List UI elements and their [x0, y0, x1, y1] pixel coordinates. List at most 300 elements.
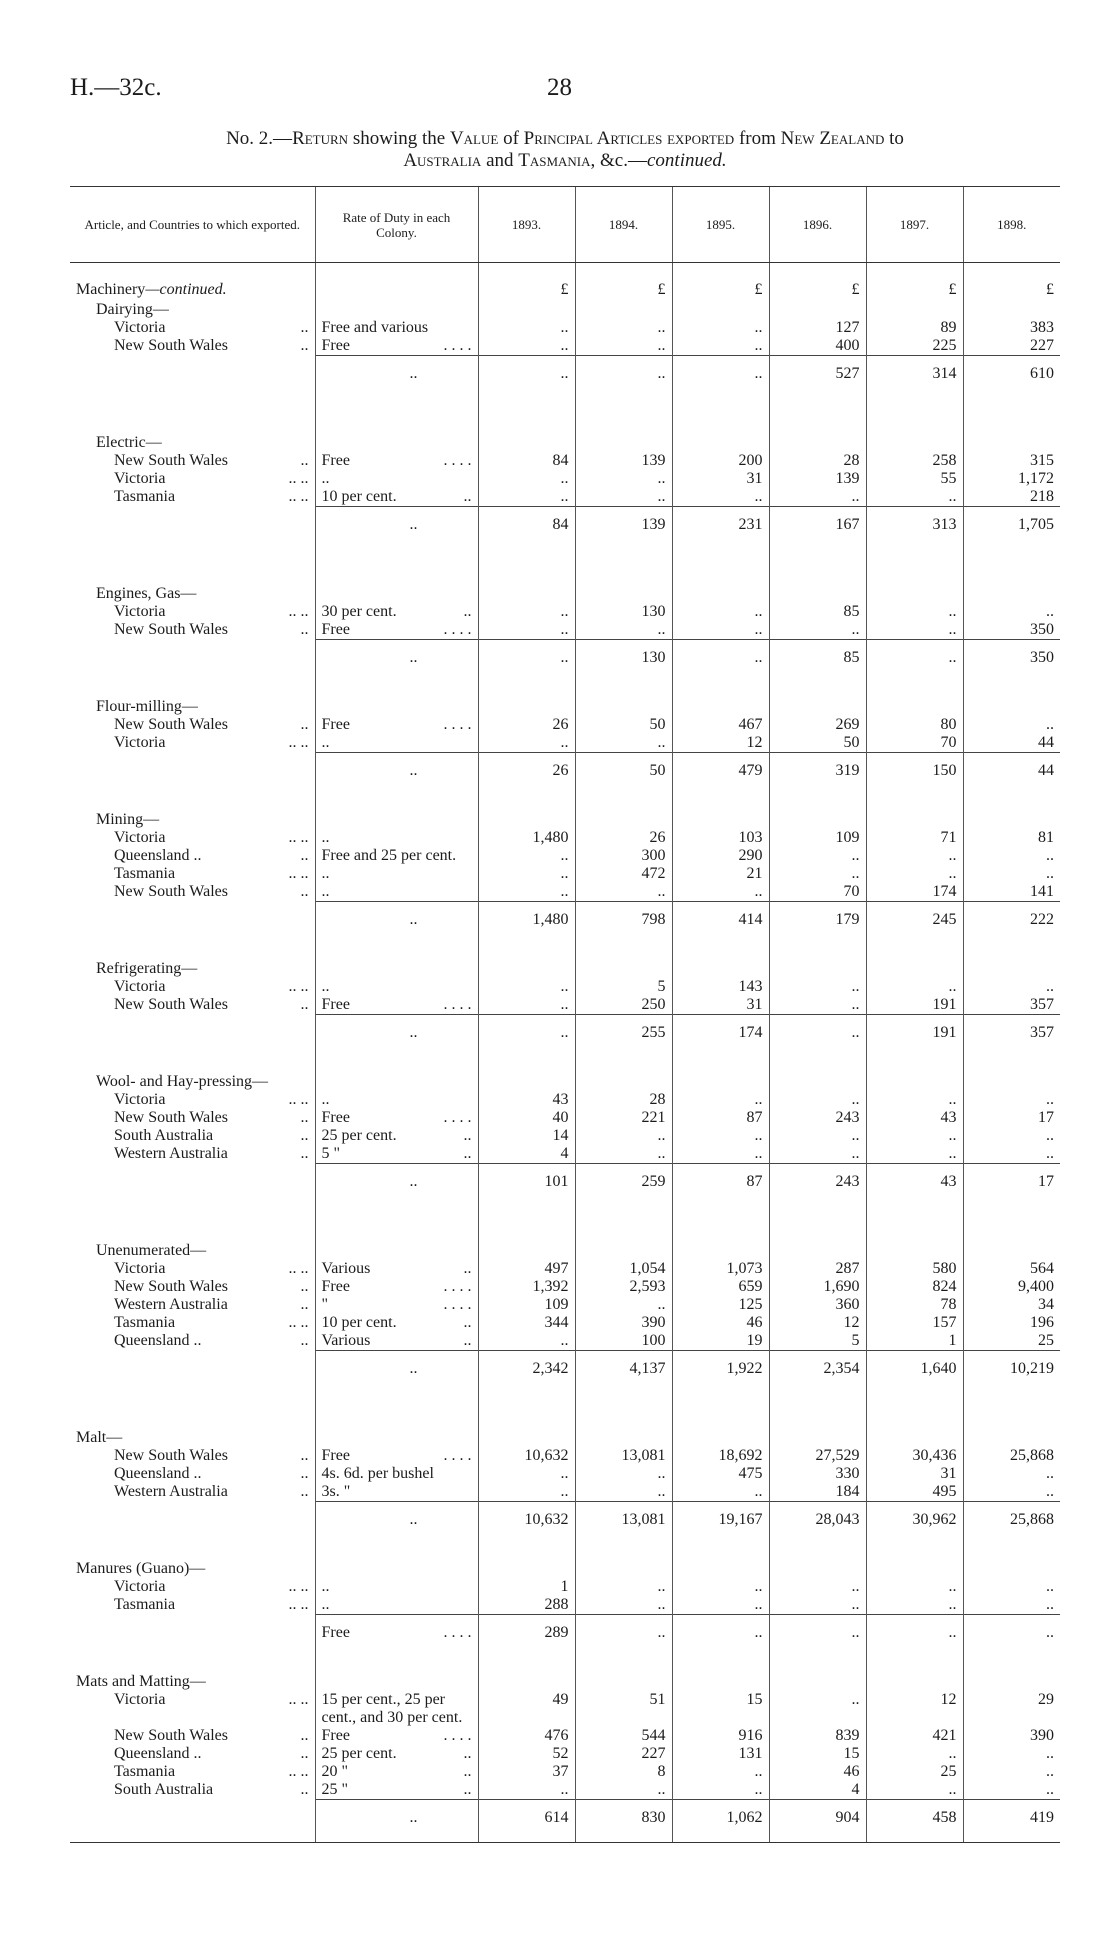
value-cell: .. — [672, 603, 769, 621]
country-cell — [70, 621, 315, 640]
value-cell: 70 — [866, 734, 963, 753]
units-row — [70, 263, 1060, 300]
spacer-cell — [672, 543, 769, 583]
rate-text: 4s. 6d. per bushel — [321, 1465, 434, 1482]
rate-entry — [322, 1465, 472, 1483]
total-value: 1,922 — [672, 1351, 769, 1388]
title-showing: showing the — [348, 128, 450, 149]
leader-dots: .. .. — [288, 1578, 309, 1595]
leader-dots: .. .. — [288, 1091, 309, 1108]
country-entry — [76, 1332, 309, 1350]
value-cell: .. — [672, 1127, 769, 1145]
value-cell: .. — [866, 1145, 963, 1164]
value-cell: .. — [769, 1145, 866, 1164]
country-entry — [76, 621, 309, 639]
title-return: Return — [292, 128, 349, 149]
spacer-cell — [769, 392, 866, 432]
country-cell — [70, 319, 315, 337]
value-cell: 12 — [672, 734, 769, 753]
empty-cell — [315, 1240, 478, 1260]
empty-cell — [478, 1427, 575, 1447]
value-cell: 31 — [672, 996, 769, 1015]
rate-text: .. — [321, 470, 330, 487]
country-name: Western Australia — [114, 1483, 228, 1500]
value-cell: 5 — [769, 1332, 866, 1351]
leader-dots: .. — [300, 1745, 309, 1762]
total-value: 19,167 — [672, 1502, 769, 1539]
value-cell: .. — [478, 883, 575, 902]
value-cell: .. — [575, 1578, 672, 1596]
value-cell: 580 — [866, 1260, 963, 1278]
value-cell: .. — [672, 621, 769, 640]
spacer-cell — [478, 938, 575, 958]
leader-dots: .. .. — [288, 829, 309, 846]
value-cell: 200 — [672, 452, 769, 470]
group-label-cell — [70, 958, 315, 978]
value-cell: 31 — [672, 470, 769, 488]
value-cell: .. — [866, 488, 963, 507]
table-row — [70, 1465, 1060, 1483]
value-cell: .. — [672, 883, 769, 902]
value-cell: 288 — [478, 1596, 575, 1615]
table-row — [70, 1483, 1060, 1502]
rate-text: .. — [321, 978, 330, 995]
total-rate-entry — [322, 762, 472, 780]
country-cell — [70, 1296, 315, 1314]
country-cell — [70, 716, 315, 734]
value-cell: 218 — [963, 488, 1060, 507]
total-value: 179 — [769, 902, 866, 939]
empty-cell — [672, 1671, 769, 1691]
value-cell: 25 — [963, 1332, 1060, 1351]
rate-dots: . . . . — [443, 1278, 472, 1295]
value-cell: .. — [478, 337, 575, 356]
value-cell: 4 — [478, 1145, 575, 1164]
rate-text: Free — [321, 621, 350, 638]
spacer-row — [70, 392, 1060, 432]
spacer-cell — [70, 1387, 315, 1427]
units-symbol: £ — [672, 263, 769, 300]
empty-cell — [672, 1071, 769, 1091]
rate-cell — [315, 996, 478, 1015]
group-label: Electric— — [96, 434, 162, 451]
country-entry — [76, 337, 309, 355]
value-cell: 1 — [866, 1332, 963, 1351]
leader-dots: .. .. — [288, 734, 309, 751]
total-rate-text: Free — [321, 1624, 350, 1641]
rate-entry — [322, 865, 472, 883]
empty-cell — [315, 299, 478, 319]
country-name: Queensland .. — [114, 1332, 202, 1349]
value-cell: 300 — [575, 847, 672, 865]
value-cell: 28 — [769, 452, 866, 470]
spacer-cell — [575, 1200, 672, 1240]
value-cell: .. — [866, 1127, 963, 1145]
empty-cell — [575, 432, 672, 452]
total-rate-cell — [315, 902, 478, 939]
country-name: Tasmania — [114, 1763, 176, 1780]
spacer-cell — [963, 1538, 1060, 1558]
country-name: New South Wales — [114, 996, 228, 1013]
total-value: 614 — [478, 1800, 575, 1837]
rate-entry — [322, 996, 472, 1014]
value-cell: 227 — [575, 1745, 672, 1763]
empty-cell — [866, 696, 963, 716]
value-cell: .. — [478, 1332, 575, 1351]
rate-dots — [468, 1691, 472, 1727]
country-entry — [76, 1109, 309, 1127]
value-cell: 19 — [672, 1332, 769, 1351]
value-cell: 100 — [575, 1332, 672, 1351]
country-cell — [70, 829, 315, 847]
value-cell: 25 — [866, 1763, 963, 1781]
units-symbol: £ — [963, 263, 1060, 300]
total-rate-cell — [315, 1164, 478, 1201]
value-cell: .. — [672, 1145, 769, 1164]
rate-cell — [315, 621, 478, 640]
country-entry — [76, 1145, 309, 1163]
country-name: South Australia — [114, 1127, 214, 1144]
country-name: New South Wales — [114, 1278, 228, 1295]
country-cell — [70, 996, 315, 1015]
spacer-cell — [70, 938, 315, 958]
empty-cell — [315, 432, 478, 452]
spacer-cell — [70, 1538, 315, 1558]
rate-text: .. — [321, 1596, 330, 1613]
total-row — [70, 640, 1060, 677]
country-cell — [70, 1314, 315, 1332]
rate-text: 20 " — [321, 1763, 349, 1780]
country-entry — [76, 734, 309, 752]
total-rate-entry — [322, 1511, 472, 1529]
country-entry — [76, 996, 309, 1014]
rate-entry — [322, 1296, 472, 1314]
country-cell — [70, 1465, 315, 1483]
leader-dots: .. — [300, 996, 309, 1013]
leader-dots: .. .. — [288, 1763, 309, 1780]
total-rate-text: .. — [409, 911, 418, 928]
leader-dots: .. — [300, 1278, 309, 1295]
country-name: New South Wales — [114, 621, 228, 638]
rate-cell — [315, 1109, 478, 1127]
value-cell: 497 — [478, 1260, 575, 1278]
total-rate-dots — [468, 762, 472, 780]
value-cell: 143 — [672, 978, 769, 996]
spacer-cell — [315, 676, 478, 696]
rate-cell — [315, 1127, 478, 1145]
total-rate-cell — [315, 1351, 478, 1388]
country-entry — [76, 1447, 309, 1465]
total-blank — [70, 356, 315, 393]
rate-entry — [322, 1332, 472, 1350]
total-value: 150 — [866, 753, 963, 790]
spacer-cell — [478, 789, 575, 809]
rate-cell — [315, 319, 478, 337]
country-entry — [76, 865, 309, 883]
value-cell: .. — [866, 865, 963, 883]
table-row — [70, 996, 1060, 1015]
value-cell: .. — [769, 1596, 866, 1615]
value-cell: .. — [672, 1763, 769, 1781]
total-rate-cell — [315, 1502, 478, 1539]
empty-cell — [575, 1427, 672, 1447]
group-label-cell — [70, 1671, 315, 1691]
spacer-cell — [315, 392, 478, 432]
total-rate-dots — [468, 1511, 472, 1529]
total-value: 10,219 — [963, 1351, 1060, 1388]
total-value: 414 — [672, 902, 769, 939]
rate-cell — [315, 978, 478, 996]
header-1893: 1893. — [478, 187, 575, 263]
value-cell: .. — [478, 1781, 575, 1800]
total-row — [70, 1502, 1060, 1539]
empty-cell — [575, 696, 672, 716]
total-value: 191 — [866, 1015, 963, 1052]
value-cell: .. — [478, 1465, 575, 1483]
empty-cell — [478, 583, 575, 603]
country-cell — [70, 1691, 315, 1727]
value-cell: 476 — [478, 1727, 575, 1745]
rate-entry — [322, 1091, 472, 1109]
empty-cell — [478, 696, 575, 716]
value-cell: 44 — [963, 734, 1060, 753]
rate-entry — [322, 1314, 472, 1332]
country-cell — [70, 734, 315, 753]
spacer-cell — [575, 938, 672, 958]
value-cell: 80 — [866, 716, 963, 734]
spacer-cell — [315, 789, 478, 809]
spacer-row — [70, 1387, 1060, 1427]
spacer-cell — [478, 543, 575, 583]
value-cell: 1,054 — [575, 1260, 672, 1278]
spacer-cell — [315, 1538, 478, 1558]
total-value: 357 — [963, 1015, 1060, 1052]
country-cell — [70, 1145, 315, 1164]
rate-entry — [322, 1578, 472, 1596]
value-cell: 43 — [478, 1091, 575, 1109]
value-cell: 659 — [672, 1278, 769, 1296]
rate-dots — [468, 1578, 472, 1596]
value-cell: 243 — [769, 1109, 866, 1127]
title-tasmania: Tasmania — [518, 150, 591, 171]
value-cell: .. — [963, 865, 1060, 883]
rate-text: Various — [321, 1332, 371, 1349]
table-row — [70, 1691, 1060, 1727]
rate-dots — [468, 1596, 472, 1614]
value-cell: 13,081 — [575, 1447, 672, 1465]
value-cell: 360 — [769, 1296, 866, 1314]
country-entry — [76, 470, 309, 488]
value-cell: .. — [963, 1091, 1060, 1109]
value-cell: 40 — [478, 1109, 575, 1127]
rate-cell — [315, 603, 478, 621]
rate-cell — [315, 1578, 478, 1596]
value-cell: 495 — [866, 1483, 963, 1502]
empty-cell — [315, 1558, 478, 1578]
table-header-row — [70, 187, 1060, 263]
value-cell: .. — [478, 996, 575, 1015]
rate-text: .. — [321, 883, 330, 900]
total-value: 139 — [575, 507, 672, 544]
value-cell: .. — [478, 847, 575, 865]
table-row — [70, 1763, 1060, 1781]
rate-entry — [322, 470, 472, 488]
country-entry — [76, 1781, 309, 1799]
value-cell: 127 — [769, 319, 866, 337]
spacer-cell — [478, 1200, 575, 1240]
rate-dots — [468, 978, 472, 996]
rate-entry — [322, 1763, 472, 1781]
country-name: New South Wales — [114, 452, 228, 469]
empty-cell — [478, 958, 575, 978]
leader-dots: .. — [300, 1332, 309, 1349]
country-entry — [76, 1691, 309, 1709]
value-cell: .. — [672, 337, 769, 356]
spacer-cell — [575, 1387, 672, 1427]
table-body — [70, 263, 1060, 1843]
header-1897: 1897. — [866, 187, 963, 263]
spacer-row — [70, 938, 1060, 958]
machinery-label: Machinery — [76, 281, 146, 298]
empty-cell — [575, 958, 672, 978]
total-rate-cell — [315, 507, 478, 544]
group-label: Unenumerated— — [96, 1242, 207, 1259]
country-cell — [70, 452, 315, 470]
spacer-cell — [70, 392, 315, 432]
empty-cell — [769, 1427, 866, 1447]
rate-dots — [468, 1483, 472, 1501]
table-row — [70, 734, 1060, 753]
empty-cell — [315, 809, 478, 829]
value-cell: 467 — [672, 716, 769, 734]
value-cell: .. — [575, 470, 672, 488]
rate-entry — [322, 978, 472, 996]
country-name: Western Australia — [114, 1145, 228, 1162]
total-value: 610 — [963, 356, 1060, 393]
country-name: Victoria — [114, 1691, 166, 1708]
table-row — [70, 1278, 1060, 1296]
value-cell: .. — [575, 488, 672, 507]
country-cell — [70, 1578, 315, 1596]
rate-text: 10 per cent. — [321, 488, 397, 505]
value-cell: .. — [866, 621, 963, 640]
spacer-cell — [769, 676, 866, 696]
machinery-continued: —continued. — [145, 281, 227, 298]
rate-dots: .. — [463, 603, 472, 620]
rate-text: 25 per cent. — [321, 1745, 397, 1762]
group-label-row — [70, 299, 1060, 319]
header-article: Article, and Countries to which exported. — [70, 187, 315, 263]
rate-cell — [315, 1447, 478, 1465]
table-row — [70, 1727, 1060, 1745]
spacer-cell — [963, 789, 1060, 809]
leader-dots: .. — [300, 337, 309, 354]
spacer-cell — [963, 1836, 1060, 1842]
spacer-cell — [70, 543, 315, 583]
rate-dots — [468, 734, 472, 752]
rate-cell — [315, 1483, 478, 1502]
empty-cell — [315, 1671, 478, 1691]
country-entry — [76, 1296, 309, 1314]
table-row — [70, 716, 1060, 734]
total-rate-text: .. — [409, 762, 418, 779]
group-label: Mining— — [96, 811, 160, 828]
empty-cell — [575, 299, 672, 319]
rate-text: 10 per cent. — [321, 1314, 397, 1331]
spacer-cell — [478, 1651, 575, 1671]
value-cell: 25,868 — [963, 1447, 1060, 1465]
value-cell: 18,692 — [672, 1447, 769, 1465]
value-cell: .. — [769, 978, 866, 996]
value-cell: 26 — [478, 716, 575, 734]
group-label-row — [70, 583, 1060, 603]
table-row — [70, 452, 1060, 470]
rate-entry — [322, 883, 472, 901]
value-cell: .. — [575, 1596, 672, 1615]
total-value: 2,342 — [478, 1351, 575, 1388]
spacer-cell — [769, 1651, 866, 1671]
rate-text: Free — [321, 1109, 350, 1126]
value-cell: 315 — [963, 452, 1060, 470]
rate-entry — [322, 488, 472, 506]
total-value: .. — [963, 1615, 1060, 1652]
table-row — [70, 337, 1060, 356]
rate-text: Free — [321, 1447, 350, 1464]
value-cell: .. — [672, 1578, 769, 1596]
total-value: 904 — [769, 1800, 866, 1837]
country-entry — [76, 452, 309, 470]
rate-dots — [468, 1091, 472, 1109]
value-cell: 29 — [963, 1691, 1060, 1727]
country-entry — [76, 1314, 309, 1332]
rate-dots: .. — [463, 1260, 472, 1277]
rate-dots: . . . . — [443, 1727, 472, 1744]
value-cell: 191 — [866, 996, 963, 1015]
total-value: 798 — [575, 902, 672, 939]
leader-dots: .. — [300, 1127, 309, 1144]
value-cell: 87 — [672, 1109, 769, 1127]
rate-dots: .. — [463, 1314, 472, 1331]
empty-cell — [963, 1427, 1060, 1447]
value-cell: 1,392 — [478, 1278, 575, 1296]
country-name: New South Wales — [114, 1447, 228, 1464]
rate-cell — [315, 883, 478, 902]
page-number: 28 — [547, 74, 572, 101]
value-cell: 85 — [769, 603, 866, 621]
total-value: 30,962 — [866, 1502, 963, 1539]
value-cell: 400 — [769, 337, 866, 356]
empty-cell — [315, 1071, 478, 1091]
spacer-row — [70, 1836, 1060, 1842]
total-rate-entry — [322, 1173, 472, 1191]
value-cell: .. — [575, 1296, 672, 1314]
empty-cell — [672, 583, 769, 603]
total-value: 2,354 — [769, 1351, 866, 1388]
total-value: 167 — [769, 507, 866, 544]
value-cell: .. — [963, 1578, 1060, 1596]
total-value: 319 — [769, 753, 866, 790]
value-cell: .. — [866, 603, 963, 621]
total-value: 245 — [866, 902, 963, 939]
total-rate-cell — [315, 753, 478, 790]
country-entry — [76, 488, 309, 506]
country-name: Victoria — [114, 829, 166, 846]
country-entry — [76, 847, 309, 865]
spacer-cell — [315, 1051, 478, 1071]
title-of: of — [498, 128, 524, 149]
empty-cell — [963, 1671, 1060, 1691]
value-cell: .. — [672, 319, 769, 337]
